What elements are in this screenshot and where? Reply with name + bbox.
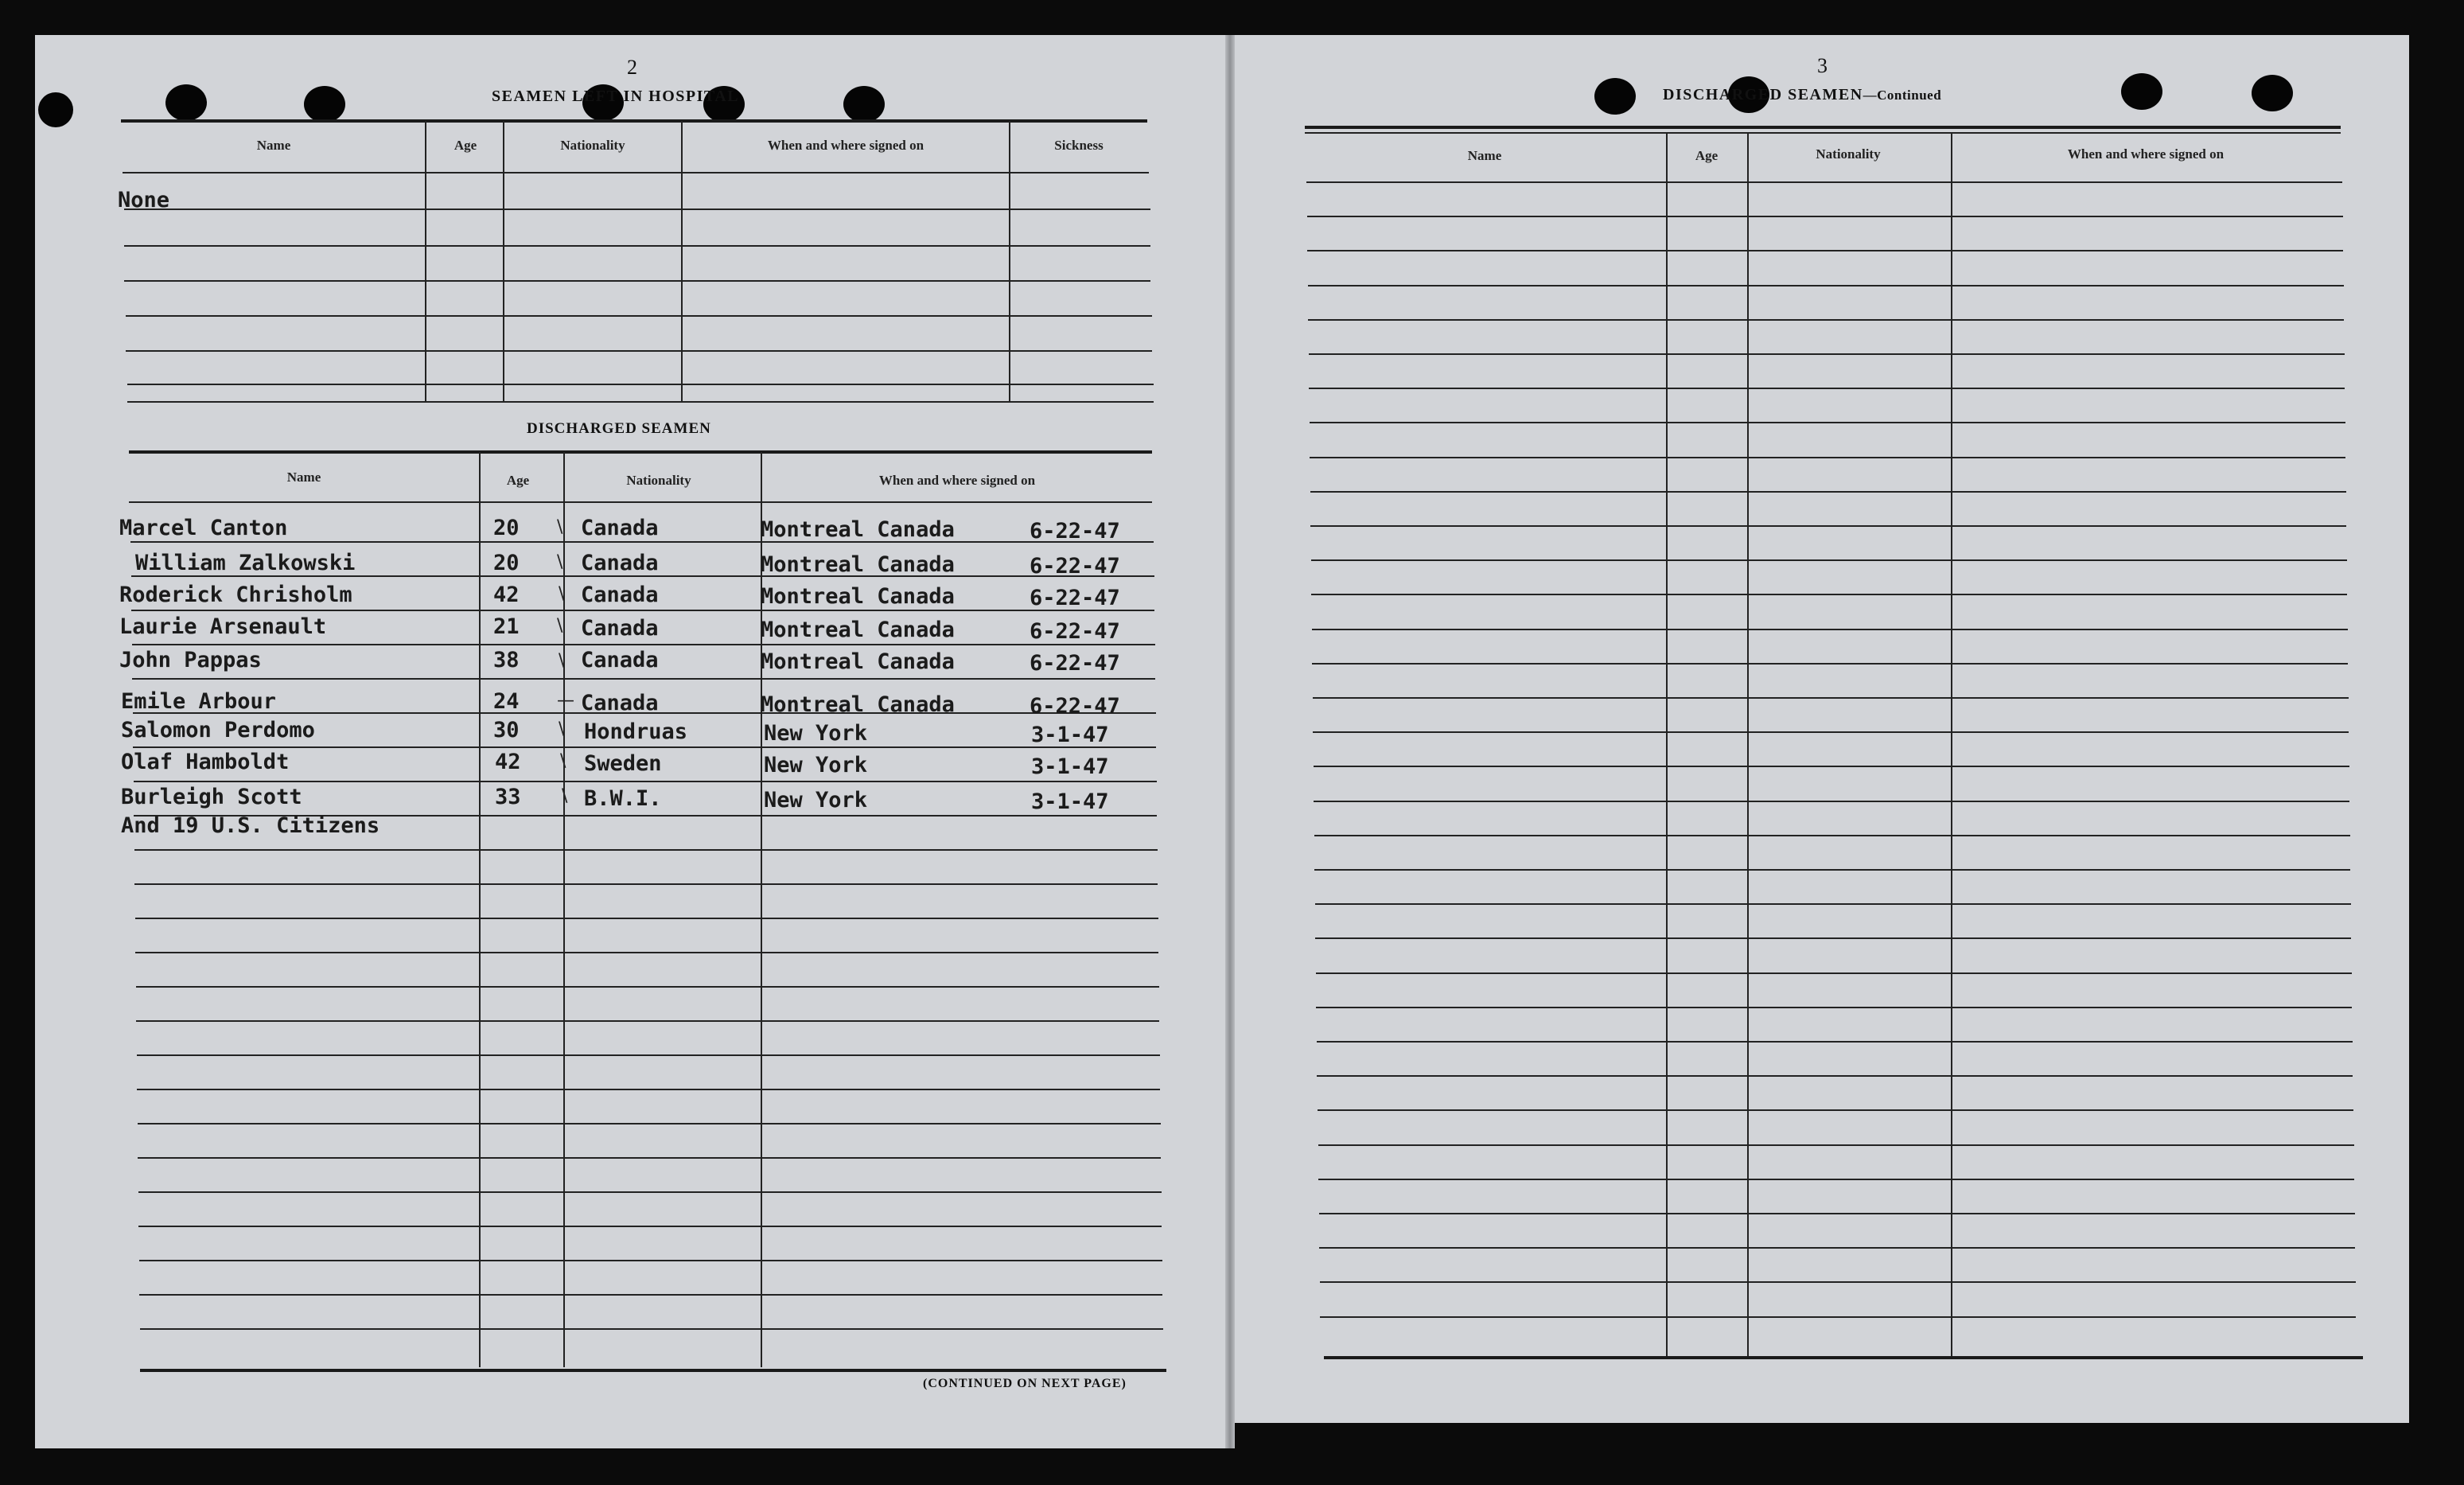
table-rule [131, 575, 1154, 577]
table-rule [1308, 285, 2344, 286]
table-rule [135, 952, 1158, 953]
table-rule [121, 119, 1147, 123]
column-header-age: Age [1695, 148, 1719, 163]
table-rule [126, 315, 1152, 317]
table-rule [1308, 319, 2344, 321]
seaman-age: 42 [495, 750, 521, 774]
seaman-age: 24 [493, 689, 520, 714]
column-header-nationality: Nationality [1816, 146, 1881, 162]
signed-on-place: New York [764, 721, 868, 746]
signed-on-place: Montreal Canada [761, 649, 955, 674]
column-header-name: Name [1467, 148, 1502, 163]
table-rule [124, 245, 1150, 247]
table-rule [1314, 869, 2350, 871]
punch-hole [1594, 78, 1636, 115]
table-rule [1314, 801, 2349, 802]
column-divider [1951, 132, 1952, 1356]
table-rule [1313, 731, 2349, 733]
table-rule [127, 384, 1154, 385]
column-divider [1009, 121, 1010, 401]
column-divider [1666, 132, 1668, 1356]
check-mark: — [557, 691, 574, 711]
discharged-continued-title [1663, 86, 1941, 104]
signed-on-date: 3-1-47 [1031, 723, 1109, 747]
table-rule [138, 1191, 1162, 1193]
seaman-nationality: Canada [581, 583, 659, 607]
table-rule [126, 350, 1152, 352]
punch-hole [165, 84, 207, 121]
table-rule [1310, 491, 2346, 493]
column-divider [1747, 132, 1749, 1356]
table-rule [1309, 353, 2345, 355]
table-rule [1311, 559, 2347, 561]
table-rule [1310, 422, 2345, 423]
discharged-note: And 19 U.S. Citizens [121, 813, 380, 838]
column-header-nationality: Nationality [560, 138, 625, 153]
signed-on-place: New York [764, 788, 868, 813]
table-rule [1313, 697, 2349, 699]
table-rule [1310, 525, 2346, 527]
table-rule [124, 280, 1150, 282]
seaman-nationality: Hondruas [584, 719, 688, 744]
table-rule [1305, 132, 2341, 134]
page-gutter [1225, 35, 1235, 1448]
page-number: 2 [627, 56, 637, 79]
table-rule [134, 849, 1158, 851]
signed-on-place: Montreal Canada [761, 618, 955, 642]
column-divider [503, 121, 504, 401]
seaman-nationality: Canada [581, 616, 659, 641]
discharged-section-title: DISCHARGED SEAMEN [527, 420, 711, 437]
column-header-age: Age [453, 138, 477, 153]
table-rule [139, 1294, 1162, 1296]
check-mark: \ [557, 616, 563, 636]
signed-on-date: 6-22-47 [1030, 519, 1120, 544]
check-mark: \ [557, 517, 563, 537]
seaman-nationality: Canada [581, 691, 659, 715]
check-mark: \ [557, 552, 563, 572]
table-rule [1309, 388, 2345, 389]
right-page [1230, 35, 2409, 1423]
seaman-age: 42 [493, 583, 520, 607]
seaman-name: John Pappas [119, 648, 262, 672]
signed-on-date: 6-22-47 [1030, 694, 1120, 719]
table-rule [134, 781, 1157, 782]
seaman-age: 38 [493, 648, 520, 672]
table-rule [137, 1089, 1160, 1090]
column-header-when-where: When and where signed on [2067, 146, 2225, 162]
seaman-age: 20 [493, 551, 520, 575]
table-rule [136, 1020, 1159, 1022]
table-rule [1315, 903, 2351, 905]
check-mark: \ [562, 786, 568, 806]
table-rule [129, 450, 1152, 454]
signed-on-date: 6-22-47 [1030, 586, 1120, 610]
table-rule [132, 678, 1155, 680]
column-header-name: Name [286, 470, 321, 485]
table-rule [1314, 766, 2349, 767]
table-rule [138, 1226, 1162, 1227]
table-rule [1306, 181, 2342, 183]
seaman-nationality: Canada [581, 648, 659, 672]
table-rule [138, 1123, 1161, 1124]
table-rule [1311, 594, 2347, 595]
seaman-nationality: Canada [581, 551, 659, 575]
table-rule [1317, 1041, 2353, 1043]
seaman-name: Laurie Arsenault [119, 614, 327, 639]
punch-hole [2252, 75, 2293, 111]
column-divider [681, 121, 683, 401]
seaman-name: Salomon Perdomo [121, 718, 315, 742]
table-rule [134, 883, 1158, 885]
punch-hole [38, 92, 73, 127]
page-number: 3 [1817, 54, 1828, 77]
table-rule [129, 501, 1152, 503]
signed-on-place: New York [764, 753, 868, 778]
seaman-nationality: B.W.I. [584, 786, 662, 811]
table-rule [1318, 1144, 2354, 1146]
table-rule [1316, 1007, 2352, 1008]
table-rule [135, 918, 1158, 919]
column-header-nationality: Nationality [626, 473, 691, 488]
table-rule [1319, 1213, 2355, 1214]
check-mark: \ [559, 651, 565, 671]
punch-hole [2121, 73, 2162, 110]
table-rule [133, 746, 1156, 748]
signed-on-date: 6-22-47 [1030, 619, 1120, 644]
punch-hole [843, 86, 885, 123]
check-mark: \ [560, 751, 566, 771]
seaman-name: Marcel Canton [119, 516, 288, 540]
table-rule [1317, 1075, 2353, 1077]
signed-on-place: Montreal Canada [761, 692, 955, 717]
column-header-name: Name [256, 138, 291, 153]
column-header-age: Age [506, 473, 530, 488]
punch-hole [304, 86, 345, 123]
signed-on-place: Montreal Canada [761, 584, 955, 609]
table-rule [124, 209, 1150, 210]
table-rule [1319, 1247, 2355, 1249]
table-rule [136, 986, 1159, 988]
seaman-name: Olaf Hamboldt [121, 750, 290, 774]
title-text: DISCHARGED SEAMEN [1663, 86, 1863, 103]
column-header-when-where: When and where signed on [767, 138, 924, 153]
signed-on-date: 6-22-47 [1030, 554, 1120, 579]
seaman-name: Emile Arbour [121, 689, 277, 714]
table-rule [140, 1369, 1166, 1372]
signed-on-date: 6-22-47 [1030, 651, 1120, 676]
table-rule [1305, 126, 2341, 129]
seaman-nationality: Sweden [584, 751, 662, 776]
table-rule [123, 172, 1149, 173]
table-rule [1318, 1109, 2353, 1111]
table-rule [130, 541, 1154, 543]
table-rule [137, 1054, 1160, 1056]
column-header-when-where: When and where signed on [878, 473, 1036, 488]
column-header-sickness: Sickness [1054, 138, 1104, 153]
table-rule [1318, 1179, 2354, 1180]
column-divider [425, 121, 426, 401]
title-suffix: —Continued [1863, 88, 1942, 103]
check-mark: \ [559, 584, 565, 604]
table-rule [1320, 1316, 2356, 1318]
seaman-name: William Zalkowski [135, 551, 356, 575]
table-rule [131, 610, 1154, 611]
table-rule [1312, 629, 2348, 630]
seaman-age: 21 [493, 614, 520, 639]
table-rule [1316, 972, 2352, 974]
table-rule [1324, 1356, 2363, 1359]
seaman-name: Roderick Chrisholm [119, 583, 352, 607]
table-rule [1315, 937, 2351, 939]
table-rule [1320, 1281, 2356, 1283]
seaman-age: 33 [495, 785, 521, 809]
table-rule [1314, 835, 2350, 836]
seaman-name: Burleigh Scott [121, 785, 302, 809]
seaman-nationality: Canada [581, 516, 659, 540]
hospital-entry: None [118, 188, 170, 212]
table-rule [132, 644, 1155, 645]
column-divider [479, 452, 481, 1367]
signed-on-place: Montreal Canada [761, 517, 955, 542]
table-rule [1310, 457, 2345, 458]
signed-on-place: Montreal Canada [761, 552, 955, 577]
seaman-age: 30 [493, 718, 520, 742]
table-rule [140, 1328, 1163, 1330]
table-rule [139, 1260, 1162, 1261]
signed-on-date: 3-1-47 [1031, 754, 1109, 779]
signed-on-date: 3-1-47 [1031, 789, 1109, 814]
table-rule [138, 1157, 1161, 1159]
check-mark: \ [559, 719, 565, 739]
table-rule [1307, 216, 2343, 217]
table-rule [1307, 250, 2343, 251]
seaman-age: 20 [493, 516, 520, 540]
table-rule [1312, 663, 2348, 665]
continued-footer: (CONTINUED ON NEXT PAGE) [923, 1377, 1127, 1390]
hospital-section-title: SEAMEN LEFT IN HOSPITAL [492, 88, 740, 105]
table-rule [127, 401, 1154, 403]
